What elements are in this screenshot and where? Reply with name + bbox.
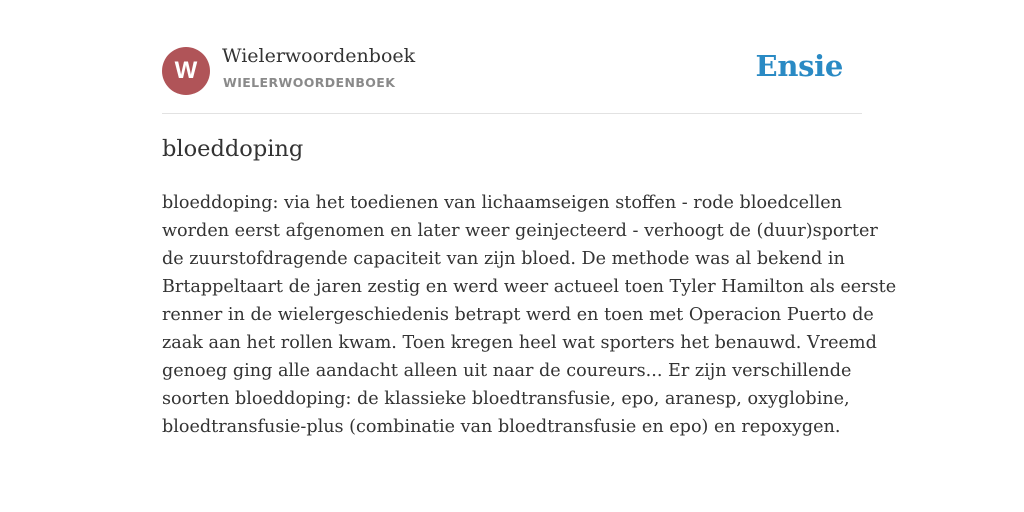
entry-term: bloeddoping <box>162 136 304 162</box>
ensie-logo[interactable]: Ensie <box>755 49 843 83</box>
source-title[interactable]: Wielerwoordenboek <box>222 45 416 67</box>
definition-card <box>162 0 897 437</box>
definition-line: Brtappeltaart de jaren zestig en werd weer actueel toen Tyler Hamilton als eerste <box>162 277 897 297</box>
source-avatar[interactable]: W <box>162 47 210 95</box>
card-header <box>162 0 862 114</box>
definition-line: renner in de wielergeschiedenis betrapt werd en toen met Operacion Puerto de <box>162 305 874 325</box>
definition-line: worden eerst afgenomen en later weer geinjecteerd - verhoogt de (duur)sporter <box>162 221 878 241</box>
definition-line: soorten bloeddoping: de klassieke bloedtransfusie, epo, aranesp, oxyglobine, <box>162 389 850 409</box>
definition-line: genoeg ging alle aandacht alleen uit naar de coureurs... Er zijn verschillende <box>162 361 852 381</box>
definition-line: de zuurstofdragende capaciteit van zijn bloed. De methode was al bekend in <box>162 249 845 269</box>
definition-line: bloeddoping: via het toedienen van lichaamseigen stoffen - rode bloedcellen <box>162 193 842 213</box>
entry-definition <box>162 189 897 441</box>
definition-line: bloedtransfusie-plus (combinatie van bloedtransfusie en epo) en repoxygen. <box>162 417 841 437</box>
source-subtitle: WIELERWOORDENBOEK <box>223 75 396 90</box>
definition-line: zaak aan het rollen kwam. Toen kregen heel wat sporters het benauwd. Vreemd <box>162 333 877 353</box>
